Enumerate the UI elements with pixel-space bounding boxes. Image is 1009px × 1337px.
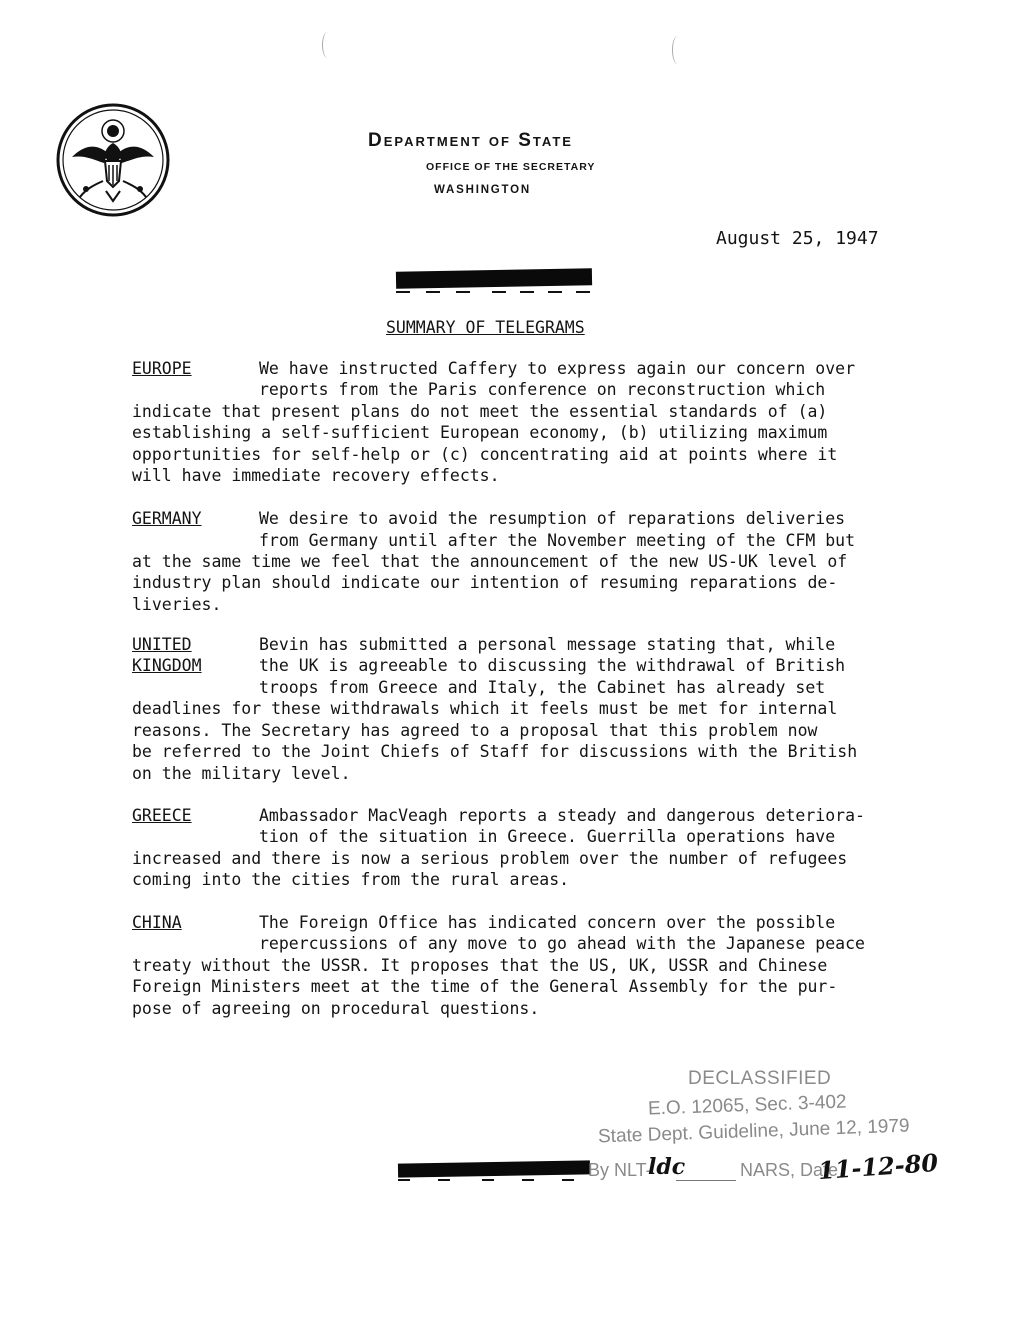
section-label-china: CHINA (132, 913, 182, 932)
classification-underline (396, 289, 592, 295)
section-label-germany: GERMANY (132, 509, 202, 528)
section-body-greece: Ambassador MacVeagh reports a steady and dangerous deteriora- (259, 806, 865, 825)
section-body-germany: liveries. (132, 595, 222, 614)
section-body-germany: at the same time we feel that the announcement of the new US-UK level of (132, 552, 848, 571)
section-body-germany: from Germany until after the November meeting of the CFM but (259, 531, 856, 550)
section-body-europe: reports from the Paris conference on reconstruction which (259, 380, 826, 399)
section-body-china: pose of agreeing on procedural questions. (132, 999, 540, 1018)
section-body-europe: establishing a self-sufficient European economy, (b) utilizing maximum (132, 423, 828, 442)
bottom-classification-underline (398, 1176, 590, 1184)
section-label-united-kingdom: KINGDOM (132, 656, 202, 675)
section-body-united-kingdom: deadlines for these withdrawals which it feels must be met for internal (132, 699, 838, 718)
great-seal-icon (56, 103, 170, 217)
document-title: SUMMARY OF TELEGRAMS (386, 318, 585, 337)
scan-mark (322, 32, 333, 58)
section-body-united-kingdom: on the military level. (132, 764, 351, 783)
section-body-europe: indicate that present plans do not meet the essential standards of (a) (132, 402, 828, 421)
section-body-europe: will have immediate recovery effects. (132, 466, 500, 485)
section-body-china: The Foreign Office has indicated concern over the possible (259, 913, 836, 932)
declassification-guideline: State Dept. Guideline, June 12, 1979 (597, 1115, 910, 1148)
section-body-europe: We have instructed Caffery to express again our concern over (259, 359, 856, 378)
section-body-greece: coming into the cities from the rural areas. (132, 870, 570, 889)
declassified-stamp: DECLASSIFIED (688, 1068, 832, 1089)
section-body-germany: industry plan should indicate our intention of resuming reparations de- (132, 573, 838, 592)
section-body-united-kingdom: the UK is agreeable to discussing the withdrawal of British (259, 656, 846, 675)
section-label-united-kingdom: UNITED (132, 635, 192, 654)
section-label-europe: EUROPE (132, 359, 192, 378)
section-label-greece: GREECE (132, 806, 192, 825)
classification-redaction (396, 268, 592, 288)
nars-date-value: 11-12-80 (817, 1147, 939, 1186)
section-body-china: repercussions of any move to go ahead with the Japanese peace (259, 934, 865, 953)
declassification-authority: E.O. 12065, Sec. 3-402 (647, 1091, 847, 1120)
section-body-united-kingdom: Bevin has submitted a personal message stating that, while (259, 635, 836, 654)
reviewer-signature-line (676, 1180, 736, 1181)
section-body-europe: opportunities for self-help or (c) concentrating aid at points where it (132, 445, 838, 464)
section-body-china: Foreign Ministers meet at the time of the General Assembly for the pur- (132, 977, 838, 996)
nars-date-prefix: NARS, Date (740, 1160, 839, 1180)
section-body-china: treaty without the USSR. It proposes that the US, UK, USSR and Chinese (132, 956, 828, 975)
section-body-united-kingdom: be referred to the Joint Chiefs of Staff for discussions with the British (132, 742, 858, 761)
reviewer-initials: ldc (648, 1154, 686, 1180)
section-body-germany: We desire to avoid the resumption of reparations deliveries (259, 509, 846, 528)
reviewer-line-prefix: By NLT- (588, 1160, 652, 1180)
section-body-greece: tion of the situation in Greece. Guerrilla operations have (259, 827, 836, 846)
section-body-greece: increased and there is now a serious problem over the number of refugees (132, 849, 848, 868)
section-body-united-kingdom: reasons. The Secretary has agreed to a proposal that this problem now (132, 721, 818, 740)
department-title: Department of State (368, 130, 573, 151)
scan-mark (672, 36, 683, 64)
document-date: August 25, 1947 (716, 228, 879, 249)
office-subtitle: OFFICE OF THE SECRETARY (426, 161, 596, 173)
city-subtitle: WASHINGTON (434, 184, 532, 196)
section-body-united-kingdom: troops from Greece and Italy, the Cabinet has already set (259, 678, 826, 697)
